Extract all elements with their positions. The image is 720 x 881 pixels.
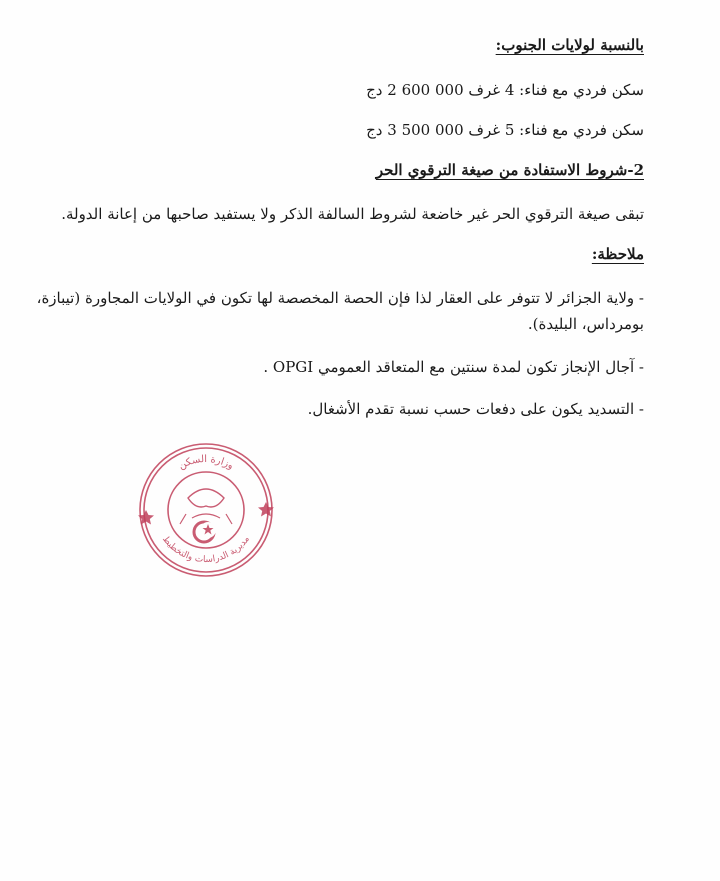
official-stamp xyxy=(136,440,276,580)
note-bullet1-line2: بومرداس، البليدة). xyxy=(527,315,644,333)
stamp-bottom-text: مديرية الدراسات والتخطيط xyxy=(160,534,252,566)
section2-body: تبقى صيغة الترقوي الحر غير خاضعة لشروط السالفة الذكر ولا يستفيد صاحبها من إعانة الدولة. xyxy=(61,205,644,223)
south-item-4-rooms: سكن فردي مع فناء: 4 غرف 000 600 2 دج xyxy=(366,81,644,99)
south-heading: بالنسبة لولايات الجنوب: xyxy=(495,36,644,54)
note-heading: ملاحظة: xyxy=(591,245,644,263)
stamp-top-text: وزارة السكن xyxy=(176,453,236,472)
note-bullet1-line1: - ولاية الجزائر لا تتوفر على العقار لذا فإن الحصة المخصصة لها تكون في الولايات المجاورة (تيبازة، xyxy=(36,289,644,307)
section2-heading: 2-شروط الاستفادة من صيغة الترقوي الحر xyxy=(375,161,644,179)
emblem-icon xyxy=(180,489,232,542)
note-bullet2: - آجال الإنجاز تكون لمدة سنتين مع المتعاقد العمومي OPGI . xyxy=(263,358,644,376)
south-item-5-rooms: سكن فردي مع فناء: 5 غرف 000 500 3 دج xyxy=(366,121,644,139)
note-bullet3: - التسديد يكون على دفعات حسب نسبة تقدم الأشغال. xyxy=(307,400,644,418)
svg-text:وزارة السكن xyxy=(177,454,236,472)
svg-text:مديرية الدراسات والتخطيط xyxy=(160,534,252,565)
